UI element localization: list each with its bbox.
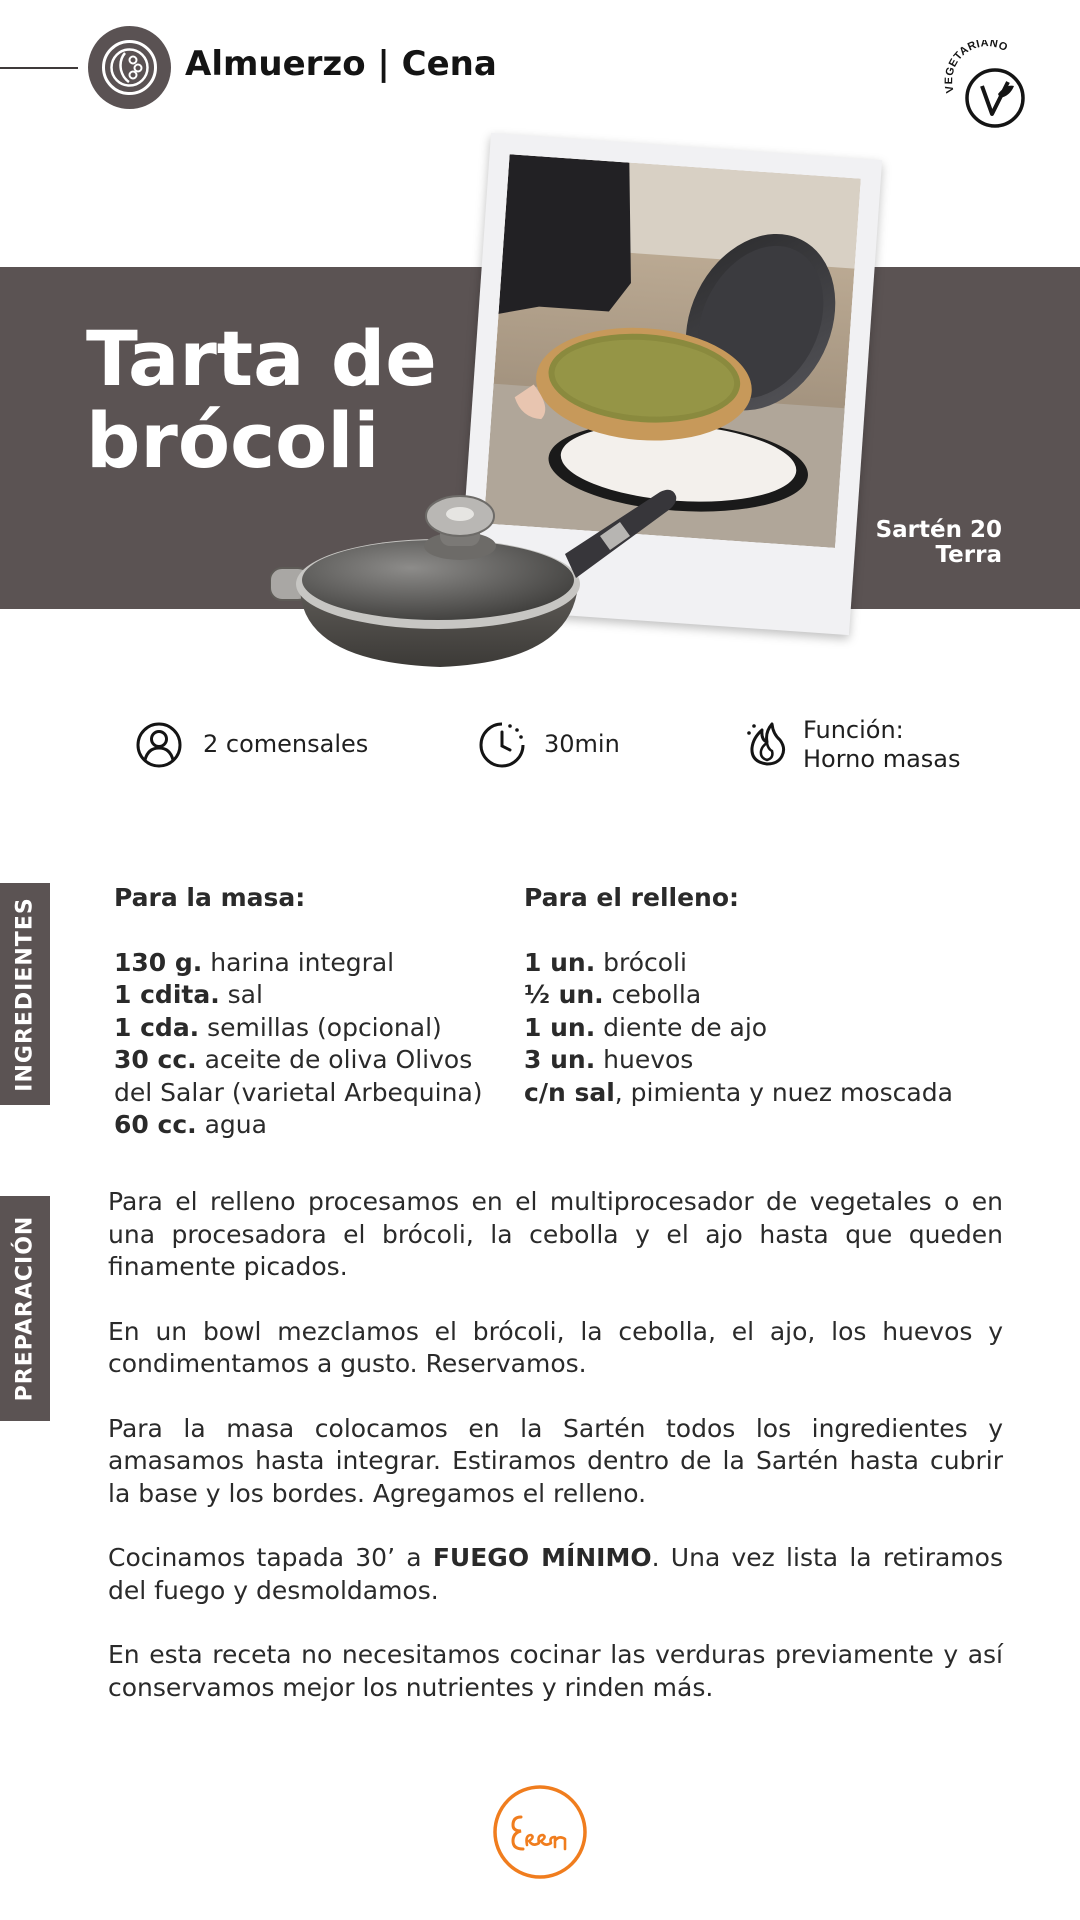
ingredient-qty: 60 cc. <box>114 1110 197 1139</box>
ingredient-text: harina integral <box>202 947 395 977</box>
servings-icon <box>134 720 184 770</box>
preparation-step-4 <box>108 1542 1003 1607</box>
preparation-tab <box>0 1196 50 1421</box>
ingredient-text: diente de ajo <box>595 1012 768 1042</box>
ingredient-text: del Salar (varietal Arbequina) <box>114 1077 483 1107</box>
time-text: 30min <box>544 730 620 758</box>
pan-illustration <box>270 462 690 677</box>
ingredient-qty: 30 cc. <box>114 1045 197 1074</box>
preparation-step-4-emphasis: FUEGO MÍNIMO <box>432 1543 652 1572</box>
ingredient-qty: 1 un. <box>524 947 596 977</box>
vegetarian-badge-icon <box>940 40 1032 132</box>
filling-heading: Para el relleno: <box>524 883 740 912</box>
dough-heading: Para la masa: <box>114 883 306 912</box>
recipe-title-line-2: brócoli <box>86 396 380 485</box>
ingredient-line <box>524 1077 953 1110</box>
ingredient-qty: 1 cda. <box>114 1012 200 1042</box>
ingredient-line <box>114 1044 483 1077</box>
ingredient-qty: 130 g. <box>114 947 203 977</box>
preparation-step-1: Para el relleno procesamos en el multiprocesador de vegetales o en una procesadora el brócoli, la cebolla y el ajo hasta que queden finamente picados. <box>108 1187 1003 1281</box>
ingredient-line <box>524 947 953 980</box>
ingredient-text: sal <box>219 980 263 1009</box>
ingredient-line <box>114 1012 483 1045</box>
product-name-line-1: Sartén 20 <box>875 517 1002 543</box>
ingredients-tab-label: INGREDIENTES <box>12 896 38 1092</box>
meal-category: Almuerzo | Cena <box>185 44 497 84</box>
ingredient-line <box>524 979 953 1012</box>
ingredient-text: brócoli <box>595 947 687 977</box>
clock-icon <box>477 720 527 770</box>
preparation-step-5: En esta receta no necesitamos cocinar las verduras previamente y así conservamos mejor los nutrientes y rinden más. <box>108 1640 1003 1702</box>
preparation-tab-label: PREPARACIÓN <box>12 1215 38 1402</box>
function-text <box>803 716 961 774</box>
ingredient-qty: c/n sal <box>524 1077 615 1107</box>
preparation-step-4-start: Cocinamos tapada 30’ a <box>108 1543 433 1572</box>
ingredient-line <box>524 1044 953 1077</box>
ingredient-qty: ½ un. <box>524 980 604 1009</box>
ingredient-text: huevos <box>595 1045 694 1074</box>
ingredient-text: aceite de oliva Olivos <box>196 1045 473 1074</box>
essen-logo <box>491 1783 589 1881</box>
recipe-title-line-1: Tarta de <box>86 314 437 403</box>
preparation-step-4-end: . Una vez lista la retiramos del fuego y desmoldamos. <box>108 1543 1003 1605</box>
filling-ingredients <box>524 882 953 1109</box>
ingredient-line <box>524 1012 953 1045</box>
product-name <box>876 518 1002 568</box>
ingredient-text: , pimienta y nuez moscada <box>614 1077 953 1107</box>
ingredient-line <box>114 1077 483 1110</box>
ingredient-text: cebolla <box>603 980 702 1009</box>
function-label: Función: <box>803 716 904 744</box>
ingredient-qty: 3 un. <box>524 1045 596 1074</box>
ingredient-line <box>114 947 483 980</box>
flame-icon <box>742 718 792 768</box>
servings-text: 2 comensales <box>203 730 369 758</box>
ingredients-tab <box>0 883 50 1105</box>
preparation-step-2: En un bowl mezclamos el brócoli, la cebolla, el ajo, los huevos y condimentamos a gusto. Reservamos. <box>108 1316 1003 1378</box>
ingredient-qty: 1 cdita. <box>114 980 220 1009</box>
header-rule <box>0 67 78 69</box>
function-value: Horno masas <box>803 745 961 773</box>
ingredient-text: semillas (opcional) <box>199 1012 442 1042</box>
dough-ingredients <box>114 882 483 1142</box>
svg-text:VEGETARIANO: VEGETARIANO <box>943 40 1010 94</box>
preparation-steps <box>108 1186 1003 1736</box>
ingredient-line <box>114 1109 483 1142</box>
ingredient-text: agua <box>196 1110 267 1139</box>
product-name-line-2: Terra <box>935 542 1002 568</box>
preparation-step-3: Para la masa colocamos en la Sartén todos los ingredientes y amasamos hasta integrar. Estiramos dentro de la Sartén hasta cubrir la base y los bordes. Agregamos el relleno. <box>108 1413 1003 1508</box>
recipe-title <box>86 314 506 485</box>
meal-category-icon <box>88 26 171 109</box>
ingredient-qty: 1 un. <box>524 1012 596 1042</box>
ingredient-line <box>114 979 483 1012</box>
